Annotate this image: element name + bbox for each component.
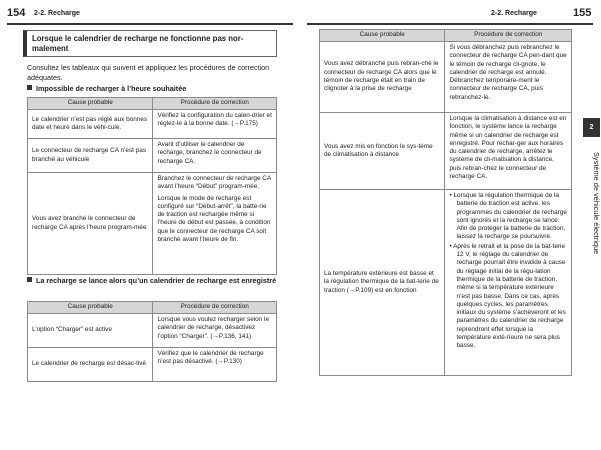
- cause-table-2: [27, 301, 277, 382]
- right-page: [300, 0, 600, 450]
- table-row: [320, 190, 572, 376]
- column-header-fix: Procédure de correction: [153, 98, 277, 110]
- fix-paragraph: Lorsque la climatisation à distance est en fonction, le système lance la recharge même si un calendrier de recharge est enregistré. Pour rechar-ger aux horaires du calendrier de recharge, arrêtez le système de cli-matisation à distance, puis rebran-chez le connecteur de recharge CA.: [449, 115, 567, 181]
- square-bullet-icon: [27, 277, 32, 282]
- chapter-tab: 2: [583, 118, 600, 137]
- square-bullet-icon: [27, 85, 32, 90]
- fix-cell: [153, 139, 277, 173]
- fix-paragraph: Vérifiez la configuration du calen-drier et réglez-le à la bonne date. (→P.175): [157, 112, 272, 128]
- column-header-fix: Procédure de correction: [153, 302, 277, 314]
- fix-cell: [153, 173, 277, 275]
- column-header-cause: Cause probable: [320, 30, 445, 42]
- table-header-row: [320, 30, 572, 42]
- table-row: [28, 173, 277, 275]
- list-item: • Après le retrait et la pose de la bat-terie 12 V, le réglage du calendrier de recharge pourrait être invalide à cause du réglage initial de la régu-lation thermique de la batterie de traction, même si la température extérieure n’est pas basse. Dans ce cas, après quelques cycles, les paramètres initiaux du système s’achèveront et les paramètres du calendrier de recharge reprendront effet lorsque la température exté-rieure ne sera plus basse.: [449, 242, 566, 350]
- table-header-row: [28, 98, 277, 110]
- header-rule: [7, 23, 293, 25]
- fix-cell: [445, 113, 572, 190]
- cause-table-3: [319, 29, 572, 376]
- column-header-cause: Cause probable: [28, 302, 153, 314]
- subsection-heading-text: Impossible de recharger à l’heure souhaitée: [36, 84, 187, 93]
- list-item-text: Après le retrait et la pose de la bat-terie 12 V, le réglage du calendrier de recharge pourrait être invalide à cause du réglage initial de la régu-lation thermique de la batterie de traction, même si la température extérieure n’est pas basse. Dans ce cas, après quelques cycles, les paramètres initiaux du système s’achèveront et les paramètres du calendrier de recharge reprendront effet lorsque la température exté-rieure ne sera plus basse.: [453, 242, 566, 350]
- cause-cell: Le calendrier de recharge est désac-tivé: [28, 348, 153, 382]
- table-row: [320, 113, 572, 190]
- section-title: 2-2. Recharge: [34, 10, 80, 17]
- cause-cell: Vous avez mis en fonction le sys-tème de climatisation à distance: [320, 113, 445, 190]
- table-row: [28, 110, 277, 139]
- cause-cell: Vous avez débranché puis rebran-ché le connecteur de recharge CA alors que le témoin de recharge était en train de clignoter à la prise de recharge: [320, 42, 445, 113]
- page-number: 154: [7, 7, 26, 19]
- table-row: [28, 348, 277, 382]
- cause-cell: L’option “Charger” est active: [28, 314, 153, 348]
- header-rule: [307, 23, 593, 25]
- cause-cell: Vous avez branché le connecteur de recharge CA après l’heure program-mée: [28, 173, 153, 275]
- intro-paragraph: Consultez les tableaux qui suivent et appliquez les procédures de correction adéquates.: [27, 63, 270, 82]
- subsection-heading-text: La recharge se lance alors qu’un calendrier de recharge est enregistré: [36, 276, 277, 285]
- table-header-row: [28, 302, 277, 314]
- fix-cell: [153, 314, 277, 348]
- fix-paragraph: Vérifiez que le calendrier de recharge n’est pas désactivé. (→P.130): [157, 350, 264, 366]
- column-header-cause: Cause probable: [28, 98, 153, 110]
- cause-cell: Le calendrier n’est pas réglé aux bonnes date et heure dans le véhi-cule.: [28, 110, 153, 139]
- table-row: [28, 314, 277, 348]
- fix-paragraph: Si vous débranchez puis rebranchez le connecteur de recharge CA pen-dant que le témoin de recharge cli-gnote, le calendrier de recharge est annulé. Débranchez temporaire-ment le connecteur de recharge CA, puis rebranchez-le.: [449, 44, 567, 101]
- subsection-heading-1: [27, 84, 277, 94]
- column-header-fix: Procédure de correction: [445, 30, 572, 42]
- fix-cell: [153, 110, 277, 139]
- list-item: • Lorsque la régulation thermique de la batterie de traction est active, les programmes du calendrier de recharge sont ignorés et la recharge se lance. Afin de protéger la batterie de traction, laissez la recharge se poursuivre.: [449, 192, 567, 241]
- fix-paragraph: Lorsque le mode de recharge est configuré sur “Début-arrêt”, la batte-rie de traction est rechargée même si l’heure de début est passée, à condition que le connecteur de recharge CA soit branché avant l’heure de fin.: [157, 194, 271, 244]
- cause-cell: Le connecteur de recharge CA n’est pas branché au véhicule: [28, 139, 153, 173]
- table-row: [320, 42, 572, 113]
- list-item-text: Lorsque la régulation thermique de la batterie de traction est active, les programmes du calendrier de recharge sont ignorés et la recharge se lance. Afin de protéger la batterie de traction, laissez la recharge se poursuivre.: [453, 192, 567, 241]
- fix-cell: [153, 348, 277, 382]
- cause-table-1: [27, 97, 277, 275]
- left-page: [0, 0, 300, 450]
- table-row: [28, 139, 277, 173]
- section-title: 2-2. Recharge: [491, 10, 537, 17]
- subsection-heading-2: [27, 276, 283, 286]
- page-number: 155: [573, 7, 592, 19]
- fix-cell: [445, 190, 572, 376]
- fix-paragraph: Avant d’utiliser le calendrier de recharge, branchez le connecteur de recharge CA.: [157, 141, 262, 165]
- chapter-side-label: Système de véhicule électrique: [592, 152, 601, 255]
- cause-cell: La température extérieure est basse et la régulation thermique de la bat-terie de traction (→P.109) est en fonction: [320, 190, 445, 376]
- lead-title-box: Lorsque le calendrier de recharge ne fonctionne pas nor-malement: [23, 30, 277, 57]
- fix-cell: [445, 42, 572, 113]
- fix-paragraph: Lorsque vous voulez recharger selon le calendrier de recharge, désactivez l’option “Charger”. (→P.136, 141): [157, 316, 270, 340]
- fix-paragraph: Branchez le connecteur de recharge CA avant l’heure “Début” program-mée.: [157, 175, 271, 191]
